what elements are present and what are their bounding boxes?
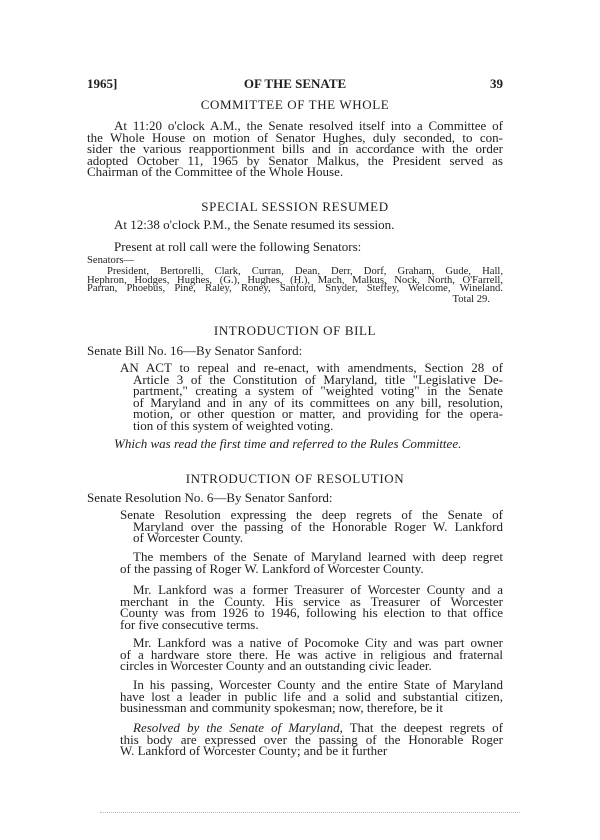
text-line: tion of this system of weighted voting. <box>133 417 334 433</box>
text-line: for five consecutive terms. <box>120 616 259 632</box>
heading-introduction-of-resolution: INTRODUCTION OF RESOLUTION <box>185 471 405 486</box>
running-head-title: OF THE SENATE <box>243 76 347 91</box>
text-line: of Worcester County. <box>133 530 244 546</box>
resolution-paragraph-2 <box>87 584 503 630</box>
committee-paragraph <box>87 120 503 178</box>
text-line: AN ACT to repeal and re-enact, with amendments, Section 28 of <box>120 360 503 375</box>
text-line: merchant in the County. His service as Treasurer of Worcester <box>120 593 503 609</box>
resolved-clause <box>87 722 503 757</box>
senators-label: Senators— <box>87 255 135 266</box>
text-line: sider the various reapportionment bills and in accordance with the order <box>87 141 503 157</box>
text-line: Hephron, Hodges, Hughes, (G.), Hughes, (H.), Mach, Malkus, Nock, North, O'Farrell, <box>87 274 503 286</box>
text-line: County was from 1926 to 1946, following his election to that office <box>120 605 503 621</box>
text-line: adopted October 11, 1965 by Senator Malkus, the President served as <box>87 152 503 168</box>
text-line: this body are expressed over the passing of the Honorable Roger <box>120 731 503 747</box>
text-line: In his passing, Worcester County and the entire State of Maryland <box>133 677 503 692</box>
text-line: circles in Worcester County and an outstanding civic leader. <box>120 658 432 674</box>
resolution-paragraph-1 <box>87 551 503 574</box>
resolution-summary <box>87 509 503 544</box>
text-line: of a hardware store there. He was active in religious and fraternal <box>120 646 503 662</box>
resolution-paragraph-4 <box>87 679 503 714</box>
heading-committee: COMMITTEE OF THE WHOLE <box>200 97 390 112</box>
resolved-continuation <box>87 731 503 759</box>
text-line: the Whole House on motion of Senator Hughes, duly seconded, to con- <box>87 129 503 145</box>
running-head-year: 1965] <box>87 76 118 91</box>
running-head <box>87 76 503 92</box>
text-line: partment," creating a system of "weighted voting" in the Senate <box>133 383 503 399</box>
text-line: The members of the Senate of Maryland learned with deep regret <box>133 549 503 564</box>
bill-act-text <box>87 362 503 432</box>
page-edge-rule <box>100 812 520 813</box>
text-line: Parran, Phoebus, Pine, Raley, Roney, Sanford, Snyder, Steffey, Welcome, Wineland. <box>87 283 503 295</box>
text-line: motion, or other question or matter, and providing for the opera- <box>133 406 503 422</box>
text-line: At 11:20 o'clock A.M., the Senate resolved itself into a Committee of <box>114 118 503 133</box>
resolution-title: Senate Resolution No. 6—By Senator Sanford: <box>87 490 333 505</box>
text-line: of the passing of Roger W. Lankford of Worcester County. <box>120 560 424 576</box>
resolved-rest: That the deepest regrets of <box>342 720 504 735</box>
text-line: of Maryland and in any of its committees on any bill, resolution, <box>133 394 503 410</box>
bill-title: Senate Bill No. 16—By Senator Sanford: <box>87 343 303 358</box>
roll-call-text: Present at roll call were the following Senators: <box>114 239 362 254</box>
resolution-paragraph-3 <box>87 637 503 672</box>
text-line: W. Lankford of Worcester County; and be it further <box>120 743 388 759</box>
text-line: Mr. Lankford was a former Treasurer of Worcester County and a <box>133 582 503 597</box>
text-line: Mr. Lankford was a native of Pocomoke City and was part owner <box>133 635 503 650</box>
text-line: Senate Resolution expressing the deep regrets of the Senate of <box>120 507 503 522</box>
senators-total: Total 29. <box>452 294 490 305</box>
text-line: Maryland over the passing of the Honorable Roger W. Lankford <box>133 518 503 534</box>
bill-referral: Which was read the first time and referred to the Rules Committee. <box>114 436 462 451</box>
session-resumed-text: At 12:38 o'clock P.M., the Senate resumed its session. <box>114 217 395 232</box>
senators-list <box>87 268 503 294</box>
page-number: 39 <box>490 76 503 91</box>
text-line: Article 3 of the Constitution of Maryland, title "Legislative De- <box>133 371 503 387</box>
text-line: President, Bertorelli, Clark, Curran, Dean, Derr, Dorf, Graham, Gude, Hall, <box>107 266 503 277</box>
text-line: Chairman of the Committee of the Whole House. <box>87 164 344 180</box>
resolved-italic: Resolved by the Senate of Maryland, <box>133 720 343 735</box>
heading-introduction-of-bill: INTRODUCTION OF BILL <box>213 323 377 338</box>
heading-special-session: SPECIAL SESSION RESUMED <box>201 199 389 214</box>
text-line: businessman and community spokesman; now, therefore, be it <box>120 700 444 716</box>
text-line: have lost a leader in public life and a solid and substantial citizen, <box>120 688 503 704</box>
